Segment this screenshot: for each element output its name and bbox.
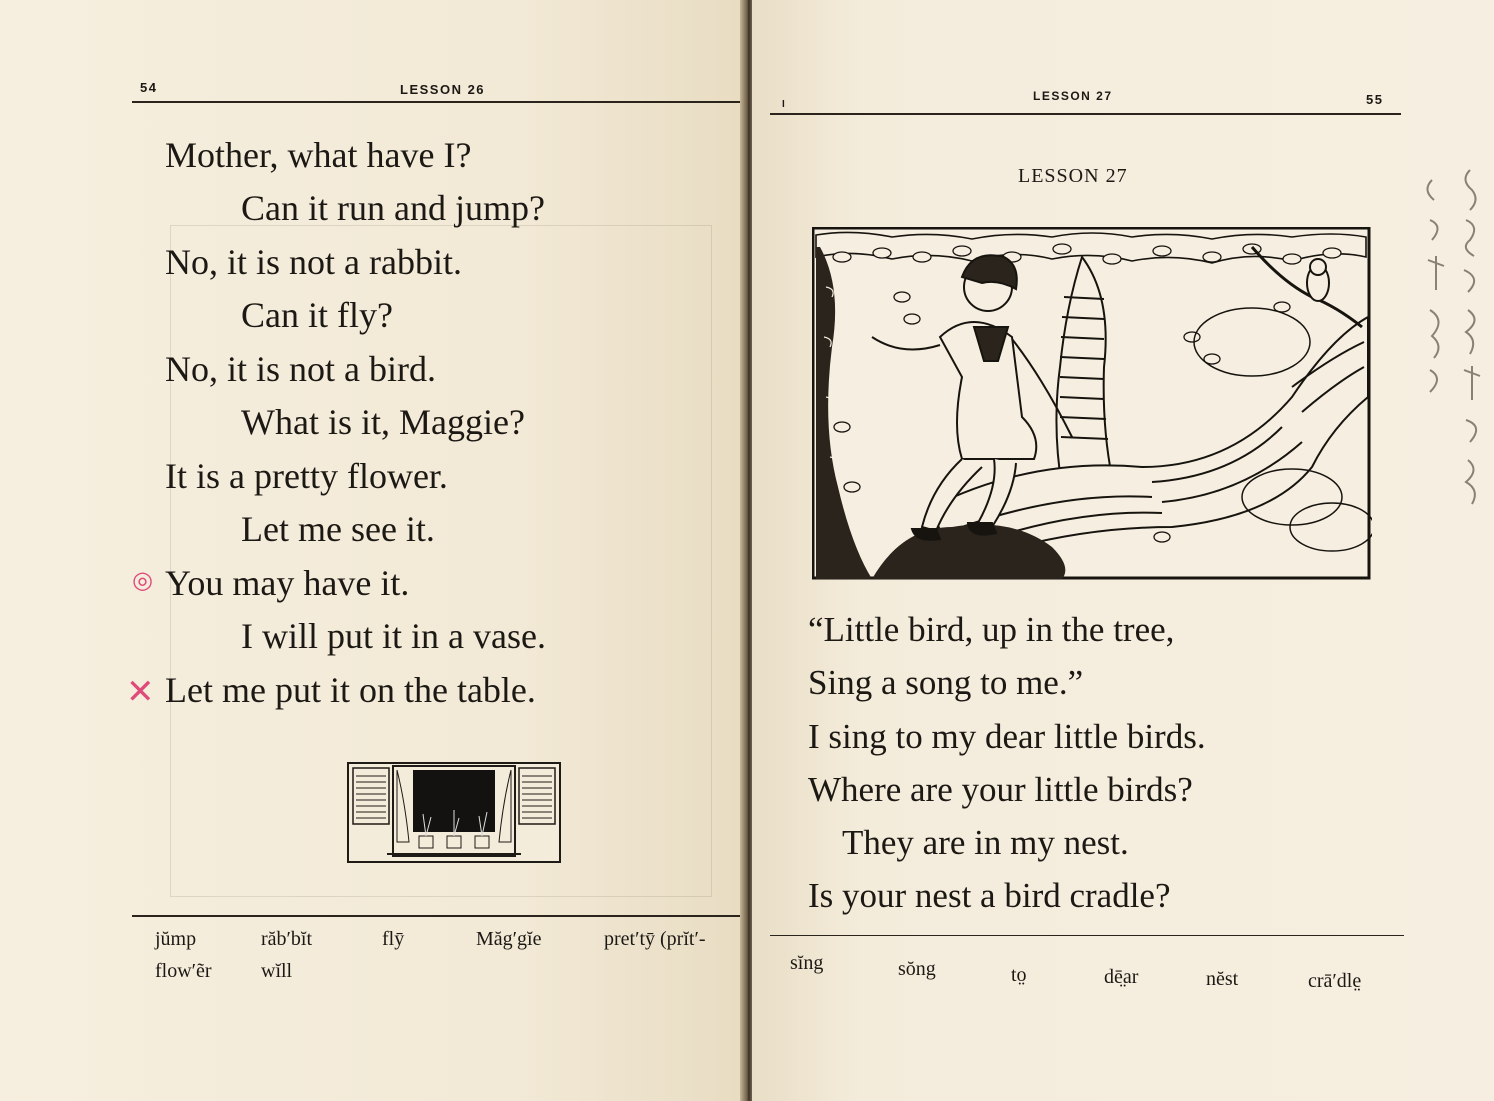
lesson-title: LESSON 27 (1018, 165, 1128, 187)
left-page (0, 0, 745, 1101)
glossary-word: jŭmp (155, 928, 197, 950)
text-line: What is it, Maggie? (241, 402, 525, 442)
right-page (752, 0, 1494, 1101)
girl-in-tree-illustration (812, 227, 1372, 583)
running-head-left: LESSON 26 (400, 82, 486, 97)
footer-rule-left (132, 915, 744, 917)
text-line: No, it is not a rabbit. (165, 242, 462, 282)
text-line: Let me see it. (241, 509, 435, 549)
text-line: No, it is not a bird. (165, 349, 436, 389)
glossary-word: răb′bĭt (261, 928, 313, 950)
text-line: You may have it. (165, 563, 410, 603)
text-line: “Little bird, up in the tree, (808, 610, 1175, 649)
text-line: Mother, what have I? (165, 135, 472, 175)
text-line: They are in my nest. (842, 823, 1129, 862)
window-illustration (347, 762, 561, 864)
text-line: Can it fly? (241, 295, 393, 335)
text-line: It is a pretty flower. (165, 456, 448, 496)
text-line: Can it run and jump? (241, 188, 545, 228)
glossary-word: sŏng (898, 958, 936, 980)
page-number-right: 55 (1366, 92, 1384, 107)
margin-cross-mark: ✕ (126, 672, 155, 712)
glossary-word: to̤ (1011, 964, 1027, 986)
text-line: Let me put it on the table. (165, 670, 536, 710)
text-line: I sing to my dear little birds. (808, 717, 1206, 756)
glossary-word: flȳ (382, 928, 405, 950)
glossary-word: nĕst (1206, 968, 1239, 990)
running-head-right: LESSON 27 (1033, 89, 1113, 103)
glossary-word: flow′ẽr (155, 960, 212, 982)
text-line: Sing a song to me.” (808, 663, 1084, 702)
footer-rule-right (770, 935, 1404, 936)
page-number-left: 54 (140, 80, 158, 95)
text-line: I will put it in a vase. (241, 616, 546, 656)
header-rule-right (770, 113, 1401, 115)
text-line: Is your nest a bird cradle? (808, 876, 1171, 915)
glossary-word: Măg′gĭe (476, 928, 542, 950)
text-line: Where are your little birds? (808, 770, 1193, 809)
running-head-left-mark: I (782, 99, 787, 110)
glossary-word: sĭng (790, 952, 824, 974)
glossary-word: crā′dle̤ (1308, 970, 1362, 992)
header-rule-left (132, 101, 744, 103)
handwritten-notes (1400, 160, 1492, 520)
glossary-word: pret′tȳ (prĭt′- (604, 928, 706, 950)
glossary-word: dē̤ar (1104, 966, 1139, 988)
glossary-word: wĭll (261, 960, 293, 982)
margin-circle-mark: ◎ (132, 566, 153, 594)
